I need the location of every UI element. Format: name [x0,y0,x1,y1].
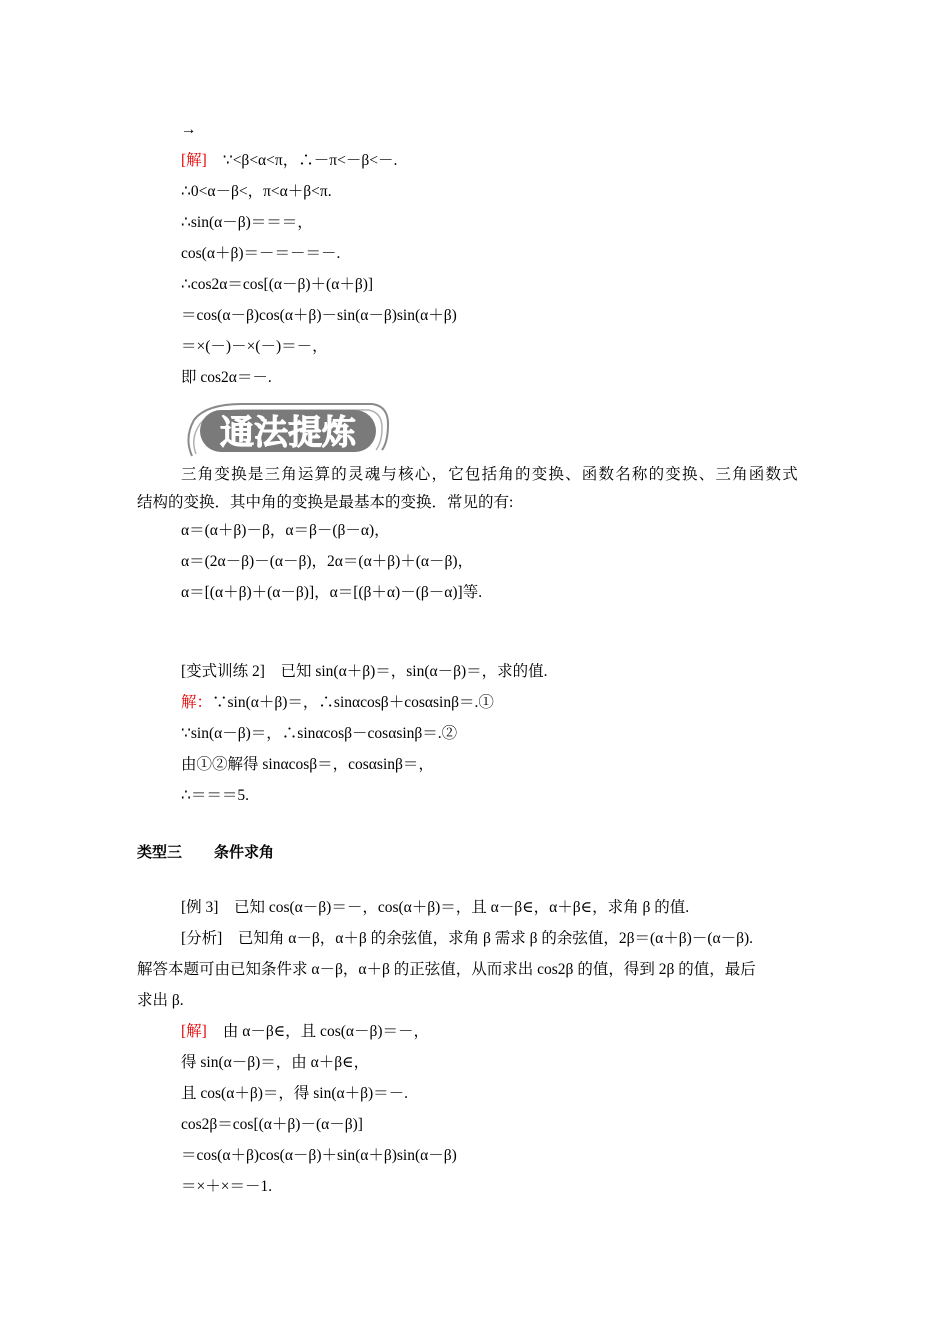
solution-tag: [解] [181,1023,207,1040]
formula-line: α＝(2α－β)－(α－β)，2α＝(α＋β)＋(α－β)， [181,553,474,570]
analysis-line: 求出 β. [137,992,184,1009]
solution-line: cos(α＋β)＝－＝－＝－. [181,245,341,262]
analysis-line: 解答本题可由已知条件求 α－β，α＋β 的正弦值，从而求出 cos2β 的值，得到 2β 的值，最后 [137,961,756,978]
solution-line: ＝cos(α－β)cos(α＋β)－sin(α－β)sin(α＋β) [181,307,457,324]
solution-line: ＝cos(α＋β)cos(α－β)＋sin(α＋β)sin(α－β) [181,1147,457,1164]
solution-text: ∵<β<α<π，∴－π<－β<－. [222,152,398,169]
section-label: 类型三 [137,843,183,861]
solution-line: ∴0<α－β<，π<α＋β<π. [181,183,332,200]
banner-text: 通法提炼 [220,413,356,453]
section-heading [137,842,274,862]
solution-line: 得 sin(α－β)＝，由 α＋β∈， [181,1054,370,1071]
solution-line: cos2β＝cos[(α＋β)－(α－β)] [181,1116,363,1133]
variant-solution-line: ∵sin(α－β)＝，∴sinαcosβ－cosαsinβ＝.② [181,725,458,742]
method-paragraph: 三角变换是三角运算的灵魂与核心，它包括角的变换、函数名称的变换、三角函数式 [181,466,799,483]
formula-line: α＝[(α＋β)＋(α－β)]，α＝[(β＋α)－(β－α)]等. [181,584,483,601]
solution-line: ∴cos2α＝cos[(α－β)＋(α＋β)] [181,276,374,293]
solution-text: 由 α－β∈，且 cos(α－β)＝－， [222,1023,430,1040]
formula-line: α＝(α＋β)－β，α＝β－(β－α)， [181,522,390,539]
analysis-line: [分析] 已知角 α－β，α＋β 的余弦值，求角 β 需求 β 的余弦值，2β＝(α＋β)－(α－β). [181,930,754,947]
variant-solution-line [181,693,494,713]
variant-solution-line: ∴＝＝＝5. [181,787,249,804]
method-paragraph: 结构的变换．其中角的变换是最基本的变换．常见的有: [137,494,514,511]
variant-solution-line: 由①②解得 sinαcosβ＝，cosαsinβ＝， [181,756,434,773]
solution-line: 且 cos(α＋β)＝，得 sin(α＋β)＝－. [181,1085,409,1102]
example-problem: [例 3] 已知 cos(α－β)＝－，cos(α＋β)＝，且 α－β∈，α＋β∈，求角 β 的值. [181,899,690,916]
section-title: 条件求角 [214,843,275,861]
solution-line: ＝×(－)－×(－)＝－， [181,338,328,355]
solution-line: 即 cos2α＝－. [181,369,272,386]
solution-line: ＝×＋×＝－1. [181,1178,273,1195]
method-summary-banner [182,398,394,462]
arrow-symbol: → [181,121,197,138]
solution-text: ∵sin(α＋β)＝，∴sinαcosβ＋cosαsinβ＝.① [212,694,494,711]
variant-training-title: [变式训练 2] 已知 sin(α＋β)＝，sin(α－β)＝，求的值. [181,663,548,680]
solution-line [181,151,397,171]
solution-line: ∴sin(α－β)＝＝＝， [181,214,313,231]
solution-tag: 解： [181,694,213,711]
solution-line [181,1022,429,1042]
solution-tag: [解] [181,152,207,169]
